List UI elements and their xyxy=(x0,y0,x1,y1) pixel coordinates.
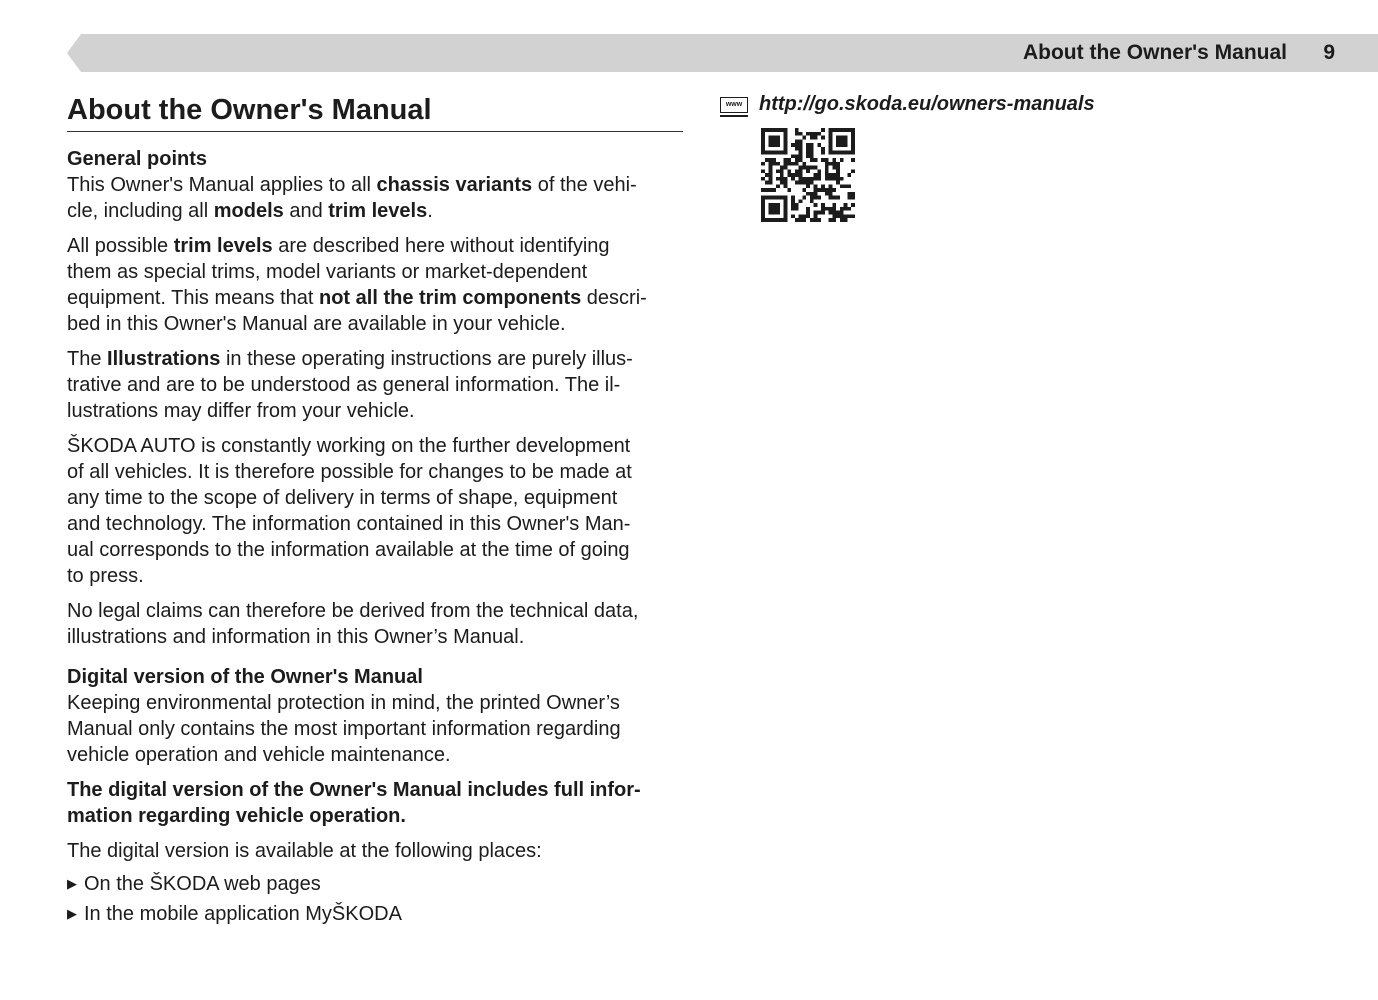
web-link-row xyxy=(720,93,1340,116)
section-heading-digital: Digital version of the Owner's Manual xyxy=(67,666,423,688)
paragraph-digital-full-info: The digital version of the Owner's Manual includes full infor- mation regarding vehicle operation. xyxy=(67,779,641,827)
paragraph-legal-claims: No legal claims can therefore be derived from the technical data, illustrations and information in this Owner’s Manual. xyxy=(67,600,639,648)
page-title: About the Owner's Manual xyxy=(67,92,683,132)
qr-code-icon[interactable] xyxy=(761,128,855,222)
running-header-title: About the Owner's Manual xyxy=(1022,41,1287,64)
availability-list xyxy=(67,869,683,929)
www-icon: www xyxy=(720,97,748,113)
main-column xyxy=(67,92,683,929)
paragraph-illustrations: The Illustrations in these operating instructions are purely illus- trative and are to be understood as general information. The il- lustrations may differ from your vehicle. xyxy=(67,348,633,422)
list-item-text: In the mobile application MyŠKODA xyxy=(84,903,402,925)
list-item xyxy=(67,869,683,899)
paragraph-chassis-variants: This Owner's Manual applies to all chassis variants of the vehi- cle, including all models and trim levels. xyxy=(67,174,637,222)
paragraph-available-places: The digital version is available at the following places: xyxy=(67,840,542,862)
page-number: 9 xyxy=(1323,41,1335,64)
owners-manual-link[interactable]: http://go.skoda.eu/owners-manuals xyxy=(759,93,1095,115)
section-heading-general: General points xyxy=(67,148,208,170)
triangle-bullet-icon: ▶ xyxy=(67,876,77,891)
side-column xyxy=(720,93,1340,116)
paragraph-trim-levels: All possible trim levels are described here without identifying them as special trims, model variants or market-dependent equipment. This means that not all the trim components descri- bed in this Owner's Manual are available in your vehicle. xyxy=(67,235,647,335)
list-item-text: On the ŠKODA web pages xyxy=(84,873,321,895)
paragraph-development: ŠKODA AUTO is constantly working on the further development of all vehicles. It is therefore possible for changes to be made at any time to the scope of delivery in terms of shape, equipment and technology. The information contained in this Owner's Man- ual corresponds to the information available at the time of going to press. xyxy=(67,435,632,587)
paragraph-environment: Keeping environmental protection in mind, the printed Owner’s Manual only contains the most important information regarding vehicle operation and vehicle maintenance. xyxy=(67,692,621,766)
list-item xyxy=(67,899,683,929)
triangle-bullet-icon: ▶ xyxy=(67,906,77,921)
